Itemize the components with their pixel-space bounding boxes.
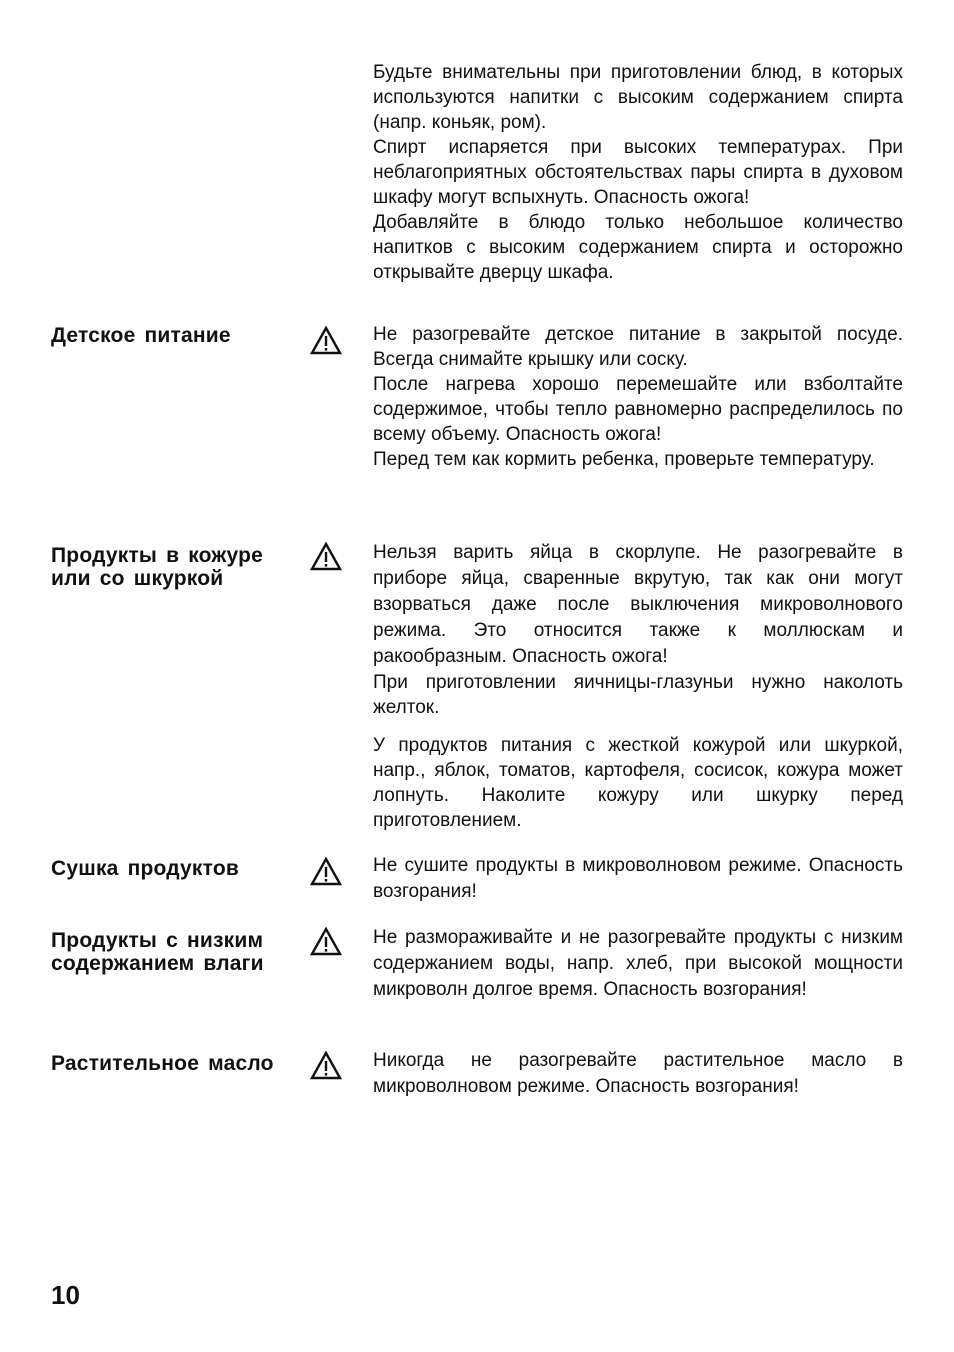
section-heading: Сушка продуктов [51, 857, 239, 880]
paragraph: При приготовлении яичницы-глазуньи нужно наколоть желток. [373, 672, 903, 718]
section-heading: Продукты с низким содержанием влаги [51, 929, 264, 975]
paragraph: Будьте внимательны при приготовлении блюд, в которых используются напитки с высоким содержанием спирта (напр. коньяк, ром). [373, 62, 903, 133]
warning-triangle-icon [310, 542, 342, 572]
section-body [373, 540, 903, 833]
paragraph: Нельзя варить яйца в скорлупе. Не разогревайте в приборе яйца, сваренные вкрутую, так как они могут взорваться даже после выключения микроволнового режима. Это относится также к моллюскам и ракообразным. Опасность ожога! [373, 542, 903, 667]
paragraph: После нагрева хорошо перемешайте или взболтайте содержимое, чтобы тепло равномерно распределилось по всему объему. Опасность ожога! [373, 374, 903, 445]
paragraph: Не размораживайте и не разогревайте продукты с низким содержанием воды, напр. хлеб, при высокой мощности микроволн долгое время. Опасность возгорания! [373, 927, 903, 1000]
section-heading: Продукты в кожуре или со шкуркой [51, 544, 264, 590]
section-heading: Растительное масло [51, 1052, 274, 1075]
paragraph: Спирт испаряется при высоких температурах. При неблагоприятных обстоятельствах пары спирта в духовом шкафу могут вспыхнуть. Опасность ожога! [373, 137, 903, 208]
warning-triangle-icon [310, 857, 342, 887]
paragraph: Не сушите продукты в микроволновом режиме. Опасность возгорания! [373, 855, 903, 902]
paragraph: Перед тем как кормить ребенка, проверьте температуру. [373, 449, 875, 470]
section-body [373, 322, 903, 472]
paragraph: У продуктов питания с жесткой кожурой или шкуркой, напр., яблок, томатов, картофеля, сосисок, кожура может лопнуть. Наколите кожуру или шкурку перед приготовлением. [373, 735, 903, 831]
paragraph: Никогда не разогревайте растительное масло в микроволновом режиме. Опасность возгорания! [373, 1050, 903, 1097]
warning-triangle-icon [310, 927, 342, 957]
section-body [373, 1048, 903, 1100]
warning-triangle-icon [310, 1051, 342, 1081]
section-body [373, 925, 903, 1003]
paragraph: Не разогревайте детское питание в закрытой посуде. Всегда снимайте крышку или соску. [373, 324, 903, 370]
page-number: 10 [51, 1280, 80, 1310]
paragraph: Добавляйте в блюдо только небольшое количество напитков с высоким содержанием спирта и осторожно открывайте дверцу шкафа. [373, 212, 903, 283]
section-heading: Детское питание [51, 324, 231, 347]
section-body [373, 853, 903, 905]
warning-triangle-icon [310, 326, 342, 356]
section-body [373, 60, 903, 285]
